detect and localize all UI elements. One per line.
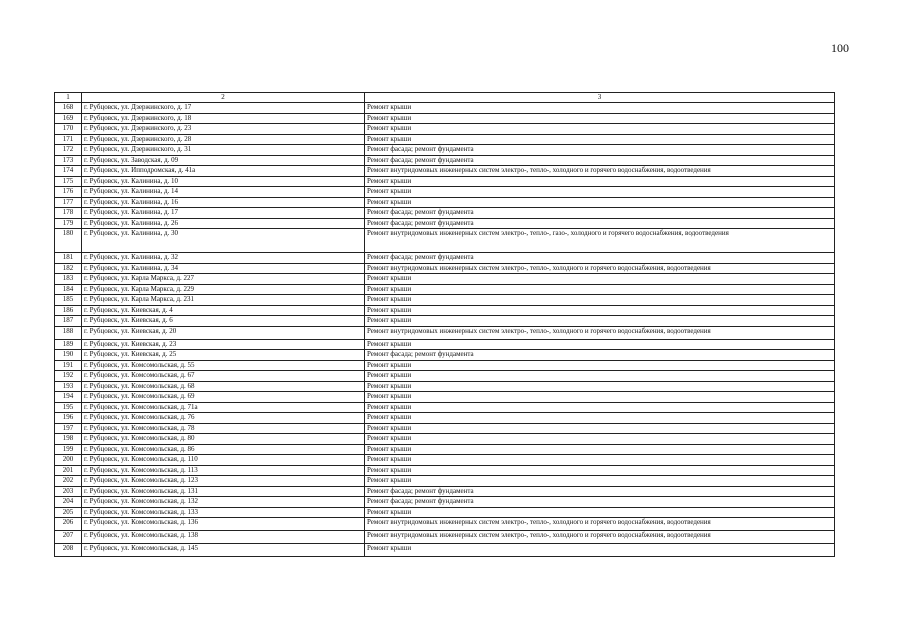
row-work-type: Ремонт фасада; ремонт фундамента [365,350,835,361]
table-row [55,434,835,445]
row-number: 204 [55,497,82,508]
table-row [55,413,835,424]
row-work-type: Ремонт крыши [365,103,835,114]
row-address: г. Рубцовск, ул. Комсомольская, д. 138 [82,531,365,544]
table-row [55,392,835,403]
table-row [55,197,835,208]
row-address: г. Рубцовск, ул. Комсомольская, д. 78 [82,423,365,434]
row-number: 180 [55,229,82,253]
row-work-type: Ремонт крыши [365,305,835,316]
row-address: г. Рубцовск, ул. Комсомольская, д. 113 [82,465,365,476]
row-address: г. Рубцовск, ул. Комсомольская, д. 133 [82,507,365,518]
row-work-type: Ремонт крыши [365,465,835,476]
row-work-type: Ремонт крыши [365,134,835,145]
row-number: 199 [55,444,82,455]
row-address: г. Рубцовск, ул. Калинина, д. 26 [82,218,365,229]
row-work-type: Ремонт крыши [365,476,835,487]
row-work-type: Ремонт крыши [365,284,835,295]
row-address: г. Рубцовск, ул. Киевская, д. 4 [82,305,365,316]
table-row [55,544,835,557]
header-col-3: 3 [365,93,835,103]
row-address: г. Рубцовск, ул. Комсомольская, д. 136 [82,518,365,531]
table-row [55,229,835,253]
row-number: 207 [55,531,82,544]
table-row [55,507,835,518]
table-row [55,531,835,544]
row-number: 181 [55,253,82,264]
row-address: г. Рубцовск, ул. Киевская, д. 20 [82,326,365,339]
row-address: г. Рубцовск, ул. Калинина, д. 34 [82,263,365,274]
row-number: 175 [55,176,82,187]
row-work-type: Ремонт крыши [365,544,835,557]
table-row [55,113,835,124]
table-row [55,381,835,392]
table-row [55,360,835,371]
row-address: г. Рубцовск, ул. Дзержинского, д. 23 [82,124,365,135]
table-row [55,444,835,455]
row-number: 189 [55,339,82,350]
header-col-2: 2 [82,93,365,103]
table-row [55,176,835,187]
row-number: 169 [55,113,82,124]
row-work-type: Ремонт крыши [365,197,835,208]
row-work-type: Ремонт внутридомовых инженерных систем электро-, тепло-, холодного и горячего водоснабжения, водоотведения [365,263,835,274]
row-work-type: Ремонт крыши [365,392,835,403]
table-row [55,497,835,508]
row-number: 206 [55,518,82,531]
row-address: г. Рубцовск, ул. Комсомольская, д. 71а [82,402,365,413]
row-address: г. Рубцовск, ул. Калинина, д. 32 [82,253,365,264]
row-address: г. Рубцовск, ул. Дзержинского, д. 28 [82,134,365,145]
row-number: 168 [55,103,82,114]
row-number: 182 [55,263,82,274]
row-number: 194 [55,392,82,403]
row-work-type: Ремонт фасада; ремонт фундамента [365,497,835,508]
row-work-type: Ремонт крыши [365,316,835,327]
row-work-type: Ремонт фасада; ремонт фундамента [365,253,835,264]
table-row [55,518,835,531]
row-work-type: Ремонт внутридомовых инженерных систем электро-, тепло-, холодного и горячего водоснабжения, водоотведения [365,518,835,531]
row-address: г. Рубцовск, ул. Калинина, д. 10 [82,176,365,187]
row-work-type: Ремонт внутридомовых инженерных систем электро-, тепло-, газо-, холодного и горячего водоснабжения, водоотведения [365,229,835,253]
row-address: г. Рубцовск, ул. Комсомольская, д. 86 [82,444,365,455]
table-row [55,253,835,264]
row-number: 170 [55,124,82,135]
table-row [55,103,835,114]
row-number: 186 [55,305,82,316]
row-address: г. Рубцовск, ул. Комсомольская, д. 123 [82,476,365,487]
row-work-type: Ремонт крыши [365,176,835,187]
row-number: 201 [55,465,82,476]
row-address: г. Рубцовск, ул. Дзержинского, д. 18 [82,113,365,124]
row-number: 178 [55,208,82,219]
row-address: г. Рубцовск, ул. Комсомольская, д. 55 [82,360,365,371]
page-number: 100 [831,41,849,55]
row-address: г. Рубцовск, ул. Дзержинского, д. 17 [82,103,365,114]
row-work-type: Ремонт фасада; ремонт фундамента [365,218,835,229]
row-number: 202 [55,476,82,487]
table-row [55,305,835,316]
table-row [55,218,835,229]
row-work-type: Ремонт крыши [365,423,835,434]
row-address: г. Рубцовск, ул. Комсомольская, д. 67 [82,371,365,382]
row-address: г. Рубцовск, ул. Калинина, д. 14 [82,187,365,198]
row-number: 203 [55,486,82,497]
table-row [55,486,835,497]
row-number: 192 [55,371,82,382]
table-row [55,371,835,382]
row-number: 193 [55,381,82,392]
row-work-type: Ремонт крыши [365,124,835,135]
row-address: г. Рубцовск, ул. Карла Маркса, д. 229 [82,284,365,295]
row-address: г. Рубцовск, ул. Заводская, д. 09 [82,155,365,166]
table-row [55,455,835,466]
table-row [55,145,835,156]
table-body [55,103,835,557]
row-address: г. Рубцовск, ул. Киевская, д. 6 [82,316,365,327]
row-work-type: Ремонт крыши [365,413,835,424]
table-row [55,339,835,350]
table-row [55,284,835,295]
table-header [55,93,835,103]
row-address: г. Рубцовск, ул. Карла Маркса, д. 231 [82,295,365,306]
row-work-type: Ремонт фасада; ремонт фундамента [365,486,835,497]
row-number: 184 [55,284,82,295]
row-number: 191 [55,360,82,371]
row-work-type: Ремонт крыши [365,274,835,285]
row-work-type: Ремонт крыши [365,371,835,382]
row-work-type: Ремонт крыши [365,402,835,413]
header-col-1: 1 [55,93,82,103]
table-row [55,295,835,306]
row-address: г. Рубцовск, ул. Калинина, д. 17 [82,208,365,219]
row-work-type: Ремонт внутридомовых инженерных систем электро-, тепло-, холодного и горячего водоснабжения, водоотведения [365,531,835,544]
row-number: 176 [55,187,82,198]
row-work-type: Ремонт внутридомовых инженерных систем электро-, тепло-, холодного и горячего водоснабжения, водоотведения [365,166,835,177]
row-address: г. Рубцовск, ул. Карла Маркса, д. 227 [82,274,365,285]
row-work-type: Ремонт крыши [365,339,835,350]
row-work-type: Ремонт фасада; ремонт фундамента [365,145,835,156]
row-address: г. Рубцовск, ул. Киевская, д. 25 [82,350,365,361]
table-row [55,465,835,476]
row-work-type: Ремонт фасада; ремонт фундамента [365,208,835,219]
row-address: г. Рубцовск, ул. Комсомольская, д. 110 [82,455,365,466]
row-number: 174 [55,166,82,177]
row-number: 208 [55,544,82,557]
row-address: г. Рубцовск, ул. Дзержинского, д. 31 [82,145,365,156]
row-address: г. Рубцовск, ул. Комсомольская, д. 132 [82,497,365,508]
row-address: г. Рубцовск, ул. Комсомольская, д. 76 [82,413,365,424]
table-row [55,155,835,166]
row-address: г. Рубцовск, ул. Комсомольская, д. 68 [82,381,365,392]
row-number: 200 [55,455,82,466]
row-number: 196 [55,413,82,424]
row-work-type: Ремонт крыши [365,187,835,198]
table-row [55,350,835,361]
row-number: 198 [55,434,82,445]
row-address: г. Рубцовск, ул. Комсомольская, д. 69 [82,392,365,403]
row-number: 188 [55,326,82,339]
row-number: 183 [55,274,82,285]
row-address: г. Рубцовск, ул. Ипподромская, д. 41а [82,166,365,177]
row-work-type: Ремонт крыши [365,360,835,371]
row-number: 171 [55,134,82,145]
table-row [55,187,835,198]
row-address: г. Рубцовск, ул. Калинина, д. 16 [82,197,365,208]
row-address: г. Рубцовск, ул. Киевская, д. 23 [82,339,365,350]
row-work-type: Ремонт внутридомовых инженерных систем электро-, тепло-, холодного и горячего водоснабжения, водоотведения [365,326,835,339]
row-work-type: Ремонт крыши [365,295,835,306]
row-number: 195 [55,402,82,413]
row-work-type: Ремонт крыши [365,455,835,466]
row-number: 187 [55,316,82,327]
row-work-type: Ремонт крыши [365,434,835,445]
row-number: 177 [55,197,82,208]
row-number: 172 [55,145,82,156]
row-address: г. Рубцовск, ул. Калинина, д. 30 [82,229,365,253]
table-row [55,124,835,135]
row-number: 197 [55,423,82,434]
table-row [55,476,835,487]
row-work-type: Ремонт крыши [365,113,835,124]
row-number: 190 [55,350,82,361]
table-row [55,423,835,434]
row-number: 185 [55,295,82,306]
table-row [55,263,835,274]
row-work-type: Ремонт фасада; ремонт фундамента [365,155,835,166]
row-work-type: Ремонт крыши [365,444,835,455]
table-row [55,326,835,339]
row-work-type: Ремонт крыши [365,507,835,518]
table-row [55,134,835,145]
row-work-type: Ремонт крыши [365,381,835,392]
row-address: г. Рубцовск, ул. Комсомольская, д. 131 [82,486,365,497]
row-number: 205 [55,507,82,518]
row-number: 173 [55,155,82,166]
row-address: г. Рубцовск, ул. Комсомольская, д. 80 [82,434,365,445]
table-row [55,166,835,177]
row-address: г. Рубцовск, ул. Комсомольская, д. 145 [82,544,365,557]
table-row [55,274,835,285]
repair-table [54,92,835,557]
table-row [55,208,835,219]
table-row [55,402,835,413]
row-number: 179 [55,218,82,229]
table-row [55,316,835,327]
